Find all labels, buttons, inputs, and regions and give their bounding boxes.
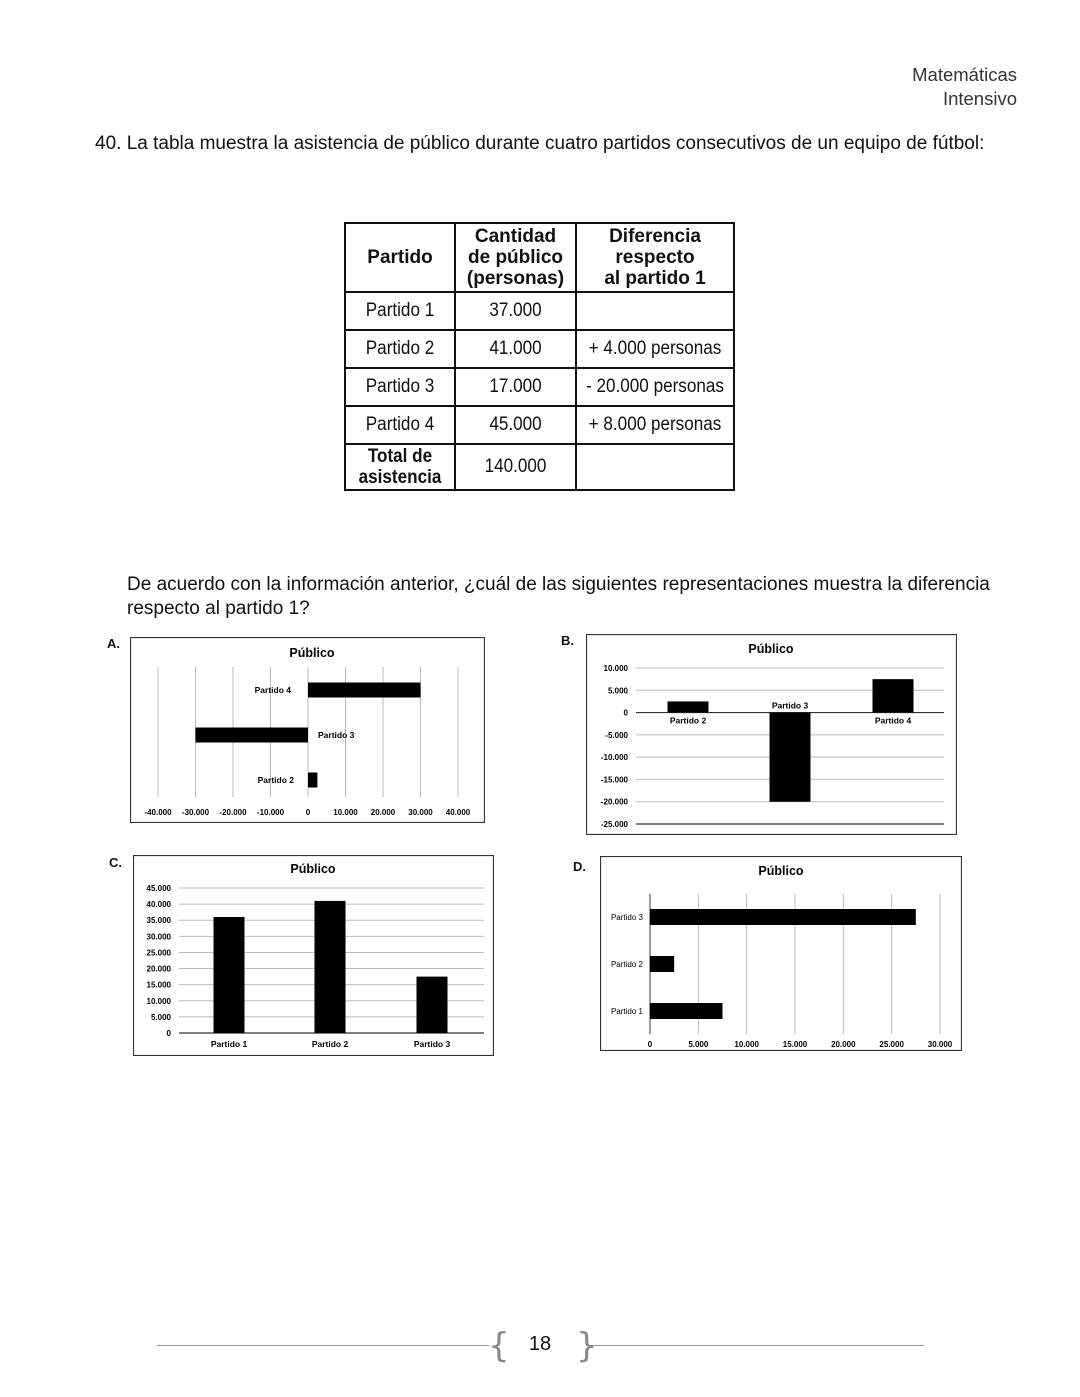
cell-diferencia: - 20.000 personas xyxy=(584,368,726,406)
category-label: Partido 3 xyxy=(610,913,643,922)
tick-label: 10.000 xyxy=(333,808,358,817)
cell-partido: Partido 4 xyxy=(351,406,450,444)
bar xyxy=(214,917,245,1033)
option-label-c: C. xyxy=(109,855,122,870)
attendance-table xyxy=(344,222,735,491)
option-label-b: B. xyxy=(561,633,574,648)
cell-cantidad: 41.000 xyxy=(461,330,570,368)
tick-label: 45.000 xyxy=(146,884,171,893)
category-label: Partido 2 xyxy=(311,1039,349,1049)
tick-label: 25.000 xyxy=(879,1040,904,1049)
option-label-d: D. xyxy=(573,859,586,874)
tick-label: 5.000 xyxy=(150,1012,171,1022)
tick-label: 10.000 xyxy=(146,996,171,1006)
cell-diferencia xyxy=(584,292,726,330)
chart-title: Público xyxy=(758,864,804,878)
cell-partido: Partido 1 xyxy=(351,292,450,330)
bar xyxy=(417,977,448,1033)
chart-frame xyxy=(601,857,962,1051)
cell-diferencia: + 4.000 personas xyxy=(584,330,726,368)
header-line: de público xyxy=(468,247,563,268)
subject-label: Matemáticas xyxy=(912,64,1017,85)
tick-label: 30.000 xyxy=(146,932,171,942)
bar xyxy=(650,956,674,972)
header-line: Partido xyxy=(367,247,433,268)
tick-label: 20.000 xyxy=(831,1040,856,1049)
table-row xyxy=(345,406,734,444)
cell-cantidad: 17.000 xyxy=(461,368,570,406)
level-label: Intensivo xyxy=(942,88,1017,109)
header-partido xyxy=(345,223,455,292)
cell-partido: Partido 3 xyxy=(351,368,450,406)
category-label: Partido 1 xyxy=(610,1007,643,1016)
chart-title: Público xyxy=(290,862,336,876)
header-line: Cantidad xyxy=(474,226,557,247)
tick-label: 10.000 xyxy=(603,664,628,673)
table-row xyxy=(345,330,734,368)
footer-rule-left xyxy=(157,1345,489,1346)
total-label-line: Total de xyxy=(367,446,433,467)
page-number: 18 xyxy=(528,1333,552,1355)
tick-label: -25.000 xyxy=(600,820,628,829)
bar xyxy=(650,909,916,925)
tick-label: 0 xyxy=(623,708,628,718)
tick-label: 5.000 xyxy=(688,1040,709,1049)
category-label: Partido 3 xyxy=(771,700,809,711)
tick-label: 30.000 xyxy=(927,1040,953,1049)
category-label: Partido 3 xyxy=(318,730,355,740)
tick-label: 25.000 xyxy=(146,948,171,958)
bar xyxy=(873,679,914,712)
tick-label: 20.000 xyxy=(146,964,171,974)
tick-label: -10.000 xyxy=(256,808,285,817)
option-label-a: A. xyxy=(107,636,120,651)
category-label: Partido 2 xyxy=(257,775,294,785)
tick-label: 0 xyxy=(647,1040,653,1049)
bar xyxy=(668,701,709,712)
cell-cantidad: 37.000 xyxy=(461,292,570,330)
tick-label: -10.000 xyxy=(600,753,628,763)
header-line: (personas) xyxy=(466,268,565,289)
page-header xyxy=(912,63,1017,111)
header-line: respecto xyxy=(615,247,695,268)
chart-option-a xyxy=(130,637,485,823)
tick-label: 15.000 xyxy=(782,1040,808,1049)
tick-label: 20.000 xyxy=(370,808,396,817)
tick-label: 35.000 xyxy=(146,916,171,926)
bar xyxy=(308,683,421,698)
footer-rule-right xyxy=(590,1345,924,1346)
bar xyxy=(308,773,317,788)
category-label: Partido 4 xyxy=(874,715,912,726)
header-diferencia xyxy=(576,223,734,292)
bar xyxy=(315,901,346,1033)
cell-diferencia: + 8.000 personas xyxy=(584,406,726,444)
tick-label: 40.000 xyxy=(146,900,171,910)
category-label: Partido 3 xyxy=(413,1039,451,1049)
table-total-row xyxy=(345,444,734,490)
header-line: al partido 1 xyxy=(604,268,706,289)
tick-label: 40.000 xyxy=(445,808,471,817)
chart-option-b xyxy=(586,634,957,835)
bar xyxy=(196,728,309,743)
header-cantidad xyxy=(455,223,576,292)
cell-total-diff xyxy=(584,444,726,490)
cell-total-value: 140.000 xyxy=(461,444,570,490)
tick-label: 15.000 xyxy=(146,980,171,990)
question-text: 40. La tabla muestra la asistencia de público durante cuatro partidos consecutivos de un equipo de fútbol: xyxy=(95,133,985,154)
tick-label: 0 xyxy=(305,808,311,817)
chart-option-d xyxy=(600,856,962,1051)
bar xyxy=(650,1003,723,1019)
tick-label: -40.000 xyxy=(144,808,172,817)
tick-label: -15.000 xyxy=(600,775,628,785)
table-row xyxy=(345,292,734,330)
total-label-line: asistencia xyxy=(358,467,442,488)
prompt-text: De acuerdo con la información anterior, ¿cuál de las siguientes representaciones muestra la diferencia respecto al partido 1? xyxy=(127,574,990,619)
tick-label: -20.000 xyxy=(219,808,247,817)
category-label: Partido 2 xyxy=(610,960,643,969)
tick-label: 30.000 xyxy=(408,808,433,817)
left-brace-icon: { xyxy=(488,1326,510,1366)
cell-cantidad: 45.000 xyxy=(461,406,570,444)
cell-total-label xyxy=(351,444,450,490)
table-row xyxy=(345,368,734,406)
chart-option-c xyxy=(133,855,494,1056)
cell-partido: Partido 2 xyxy=(351,330,450,368)
tick-label: -20.000 xyxy=(600,797,628,807)
header-line: Diferencia xyxy=(609,226,701,247)
table-header-row xyxy=(345,223,734,292)
tick-label: 10.000 xyxy=(734,1040,759,1049)
chart-title: Público xyxy=(289,646,335,660)
bar xyxy=(770,713,811,802)
category-label: Partido 1 xyxy=(210,1039,248,1049)
chart-title: Público xyxy=(748,642,794,656)
tick-label: 0 xyxy=(166,1029,171,1038)
tick-label: 5.000 xyxy=(607,686,628,696)
category-label: Partido 4 xyxy=(254,685,291,695)
category-label: Partido 2 xyxy=(669,715,707,726)
right-brace-icon: } xyxy=(576,1326,598,1366)
tick-label: -5.000 xyxy=(605,730,628,740)
tick-label: -30.000 xyxy=(181,808,210,817)
